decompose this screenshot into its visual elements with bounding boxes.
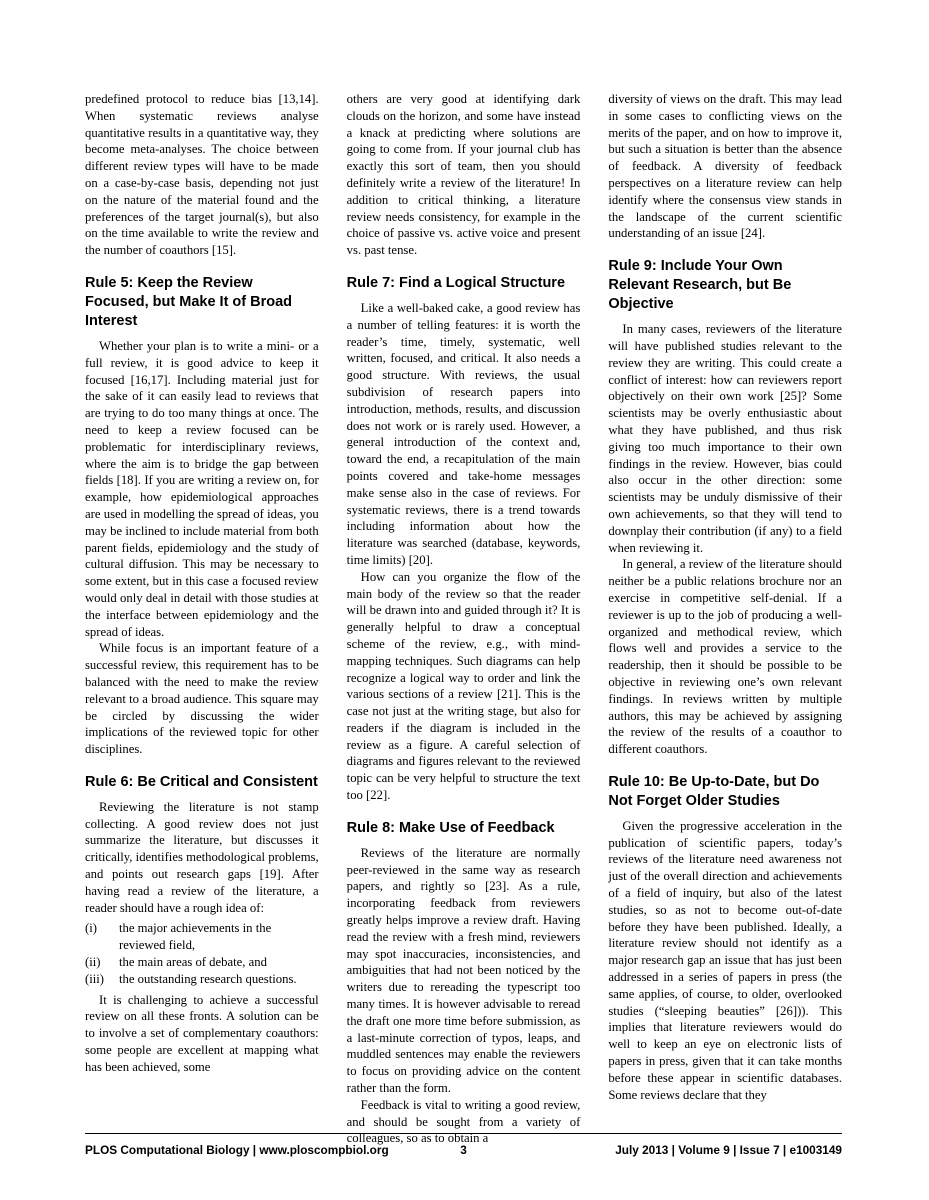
paragraph: Given the progressive acceleration in the publication of scientific papers, today’s reviews of the literature need awareness not just of the overall direction and achievements of a field of inquiry, but also of the latest studies, so as not to become out-of-date before they have been published. Ideally, a literature review should not identify as a major research gap an issue that has just been addressed in a series of papers in press (the same applies, of course, to older, overlooked studies (“sleeping beauties” [26])). This implies that literature reviewers would do well to keep an eye on electronic lists of papers in press, given that it can take months before these appear in scientific databases. Some reviews declare that they [608, 818, 843, 1102]
roman-numeral-list [85, 920, 319, 987]
text-column-2 [347, 91, 581, 1147]
list-item-marker: (i) [85, 921, 97, 936]
paragraph: Reviews of the literature are normally peer-reviewed in the same way as research papers, and rightly so [23]. As a rule, incorporating feedback from reviewers greatly helps improve a review draft. Having read the review with a fresh mind, reviewers may spot inaccuracies, inconsistencies, and ambiguities that had not been noticed by the writers due to rereading the typescript too many times. It is however advisable to reread the draft one more time before submission, as a last-minute correction of typos, leaps, and muddled sentences may enable the reviewers to focus on providing advice on the content rather than the form. [346, 845, 581, 1096]
heading-rule-7: Rule 7: Find a Logical Structure [346, 274, 566, 291]
footer-issue-info: July 2013 | Volume 9 | Issue 7 | e1003149 [615, 1143, 842, 1157]
article-body [85, 91, 842, 1147]
list-item-text: the major achievements in the reviewed field, [119, 921, 272, 953]
paragraph: diversity of views on the draft. This may lead in some cases to conflicting views on the merits of the paper, and on how to improve it, but such a situation is better than the absence of feedback. A diversity of feedback perspectives on a literature review can help identify where the consensus view stands in the landscape of the current scientific understanding of an issue [24]. [608, 92, 843, 241]
text-column-1 [85, 91, 319, 1147]
heading-rule-10: Rule 10: Be Up-to-Date, but Do Not Forget Older Studies [608, 773, 820, 809]
list-item-text: the main areas of debate, and [119, 955, 267, 970]
paragraph: others are very good at identifying dark clouds on the horizon, and some have instead a knack at predicting where solutions are going to come from. If your journal club has exactly this sort of team, then you should definitely write a review of the literature! In addition to critical thinking, a literature review needs consistency, for example in the choice of passive vs. active voice and present vs. past tense. [346, 92, 581, 258]
paragraph: In many cases, reviewers of the literature will have published studies relevant to the review they are writing. This could create a conflict of interest: how can reviewers report objectively on their own work [25]? Some scientists may be overly enthusiastic about what they have published, and thus risk giving too much importance to their own findings in the review. However, bias could also occur in the other direction: some scientists may be unduly dismissive of their own achievements, so that they will tend to downplay their contribution (if any) to a field when reviewing it. [608, 322, 843, 555]
heading-rule-5: Rule 5: Keep the Review Focused, but Make It of Broad Interest [85, 274, 293, 329]
list-item [85, 954, 319, 971]
paragraph: predefined protocol to reduce bias [13,14]. When systematic reviews analyse quantitative results in a quantitative way, they become meta-analyses. The choice between different review types will have to be made on a case-by-case basis, depending not just on the nature of the material found and the preferences of the target journal(s), but also on the time available to write the review and the number of coauthors [15]. [85, 92, 319, 258]
paragraph: Feedback is vital to writing a good review, and should be sought from a variety of colleagues, so as to obtain a [346, 1097, 581, 1146]
list-item-text: the outstanding research questions. [119, 971, 297, 986]
heading-rule-8: Rule 8: Make Use of Feedback [346, 819, 555, 836]
paragraph: In general, a review of the literature should neither be a public relations brochure nor an exercise in competitive self-denial. If a reviewer is up to the job of producing a well-organized and methodical review, which flows well and provides a service to the readership, then it should be possible to be objective in reviewing one’s own relevant findings. In reviews written by multiple authors, this may be achieved by assigning the review of the results of a coauthor to different coauthors. [608, 557, 843, 757]
heading-rule-9: Rule 9: Include Your Own Relevant Research, but Be Objective [608, 258, 792, 313]
list-item-marker: (iii) [85, 971, 105, 986]
page-footer [85, 1133, 842, 1157]
paragraph: Whether your plan is to write a mini- or a full review, it is good advice to keep it focused [16,17]. Including material just for the sake of it can easily lead to reviews that are trying to do too many things at once. The need to keep a review focused can be problematic for interdisciplinary reviews, where the aim is to bridge the gap between fields [18]. If you are writing a review on, for example, how epidemiological approaches are used in modelling the spread of ideas, you may be inclined to include material from both parent fields, epidemiology and the study of cultural diffusion. This may be necessary to some extent, but in this case a focused review would only deal in detail with those studies at the interface between epidemiology and the spread of ideas. [85, 338, 319, 639]
footer-page-number: 3 [460, 1143, 467, 1157]
list-item-marker: (ii) [85, 955, 101, 970]
footer-journal-info: PLOS Computational Biology | www.ploscompbiol.org [85, 1143, 389, 1157]
heading-rule-6: Rule 6: Be Critical and Consistent [85, 773, 318, 790]
paragraph: It is challenging to achieve a successful review on all these fronts. A solution can be to involve a set of complementary coauthors: some people are excellent at mapping what has been achieved, some [85, 992, 319, 1074]
paragraph: While focus is an important feature of a successful review, this requirement has to be balanced with the need to make the review relevant to a broad audience. This square may be circled by discussing the wider implications of the reviewed topic for other disciplines. [85, 641, 319, 757]
list-item [85, 971, 319, 988]
paragraph: How can you organize the flow of the main body of the review so that the reader will be drawn into and guided through it? It is generally helpful to draw a conceptual scheme of the review, e.g., with mind-mapping techniques. Such diagrams can help recognize a logical way to order and link the various sections of a review [21]. This is the case not just at the writing stage, but also for readers if the diagram is included in the review as a figure. A careful selection of diagrams and figures relevant to the reviewed topic can be very helpful to structure the text too [22]. [346, 569, 581, 803]
text-column-3 [608, 91, 842, 1147]
paragraph: Like a well-baked cake, a good review has a number of telling features: it is worth the reader’s time, timely, systematic, well written, focused, and critical. It also needs a good structure. With reviews, the usual subdivision of research papers into introduction, methods, results, and discussion does not work or is rarely used. However, a general introduction of the context and, toward the end, a recapitulation of the main points covered and take-home messages make sense also in the case of reviews. For systematic reviews, there is a trend towards including information about how the literature was searched (database, keywords, time limits) [20]. [346, 300, 581, 567]
paragraph: Reviewing the literature is not stamp collecting. A good review does not just summarize the literature, but discusses it critically, identifies methodological problems, and points out research gaps [19]. After having read a review of the literature, a reader should have a rough idea of: [85, 799, 319, 915]
list-item [85, 920, 319, 954]
